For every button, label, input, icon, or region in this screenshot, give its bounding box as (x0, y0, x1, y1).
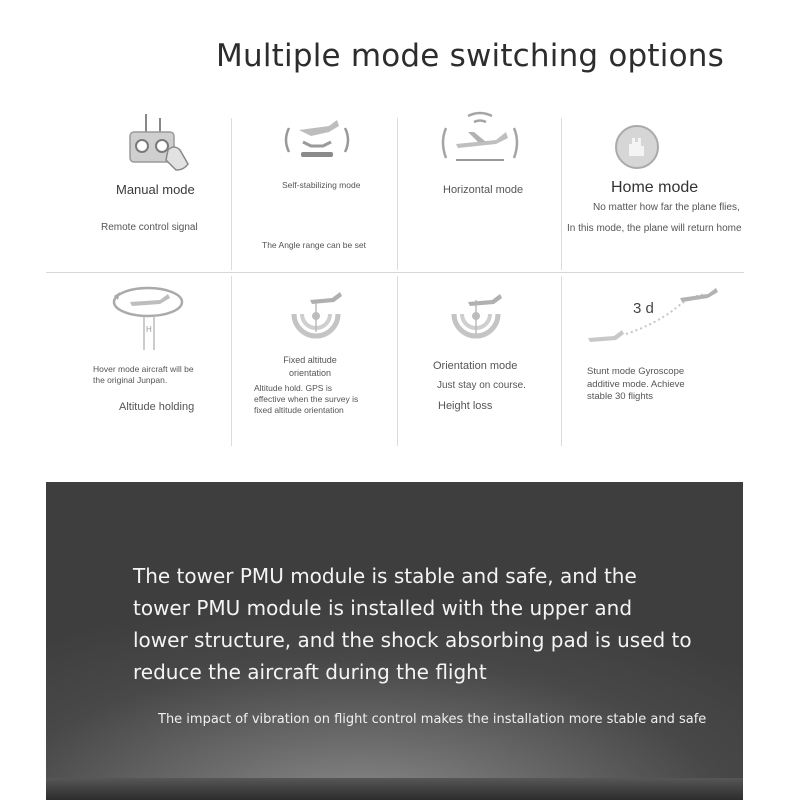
fixed-altitude-label-2: orientation (288, 368, 332, 378)
stunt-mode-desc: Stunt mode Gyroscope additive mode. Achieve stable 30 flights (587, 366, 685, 402)
grid-divider (397, 118, 398, 270)
plane-wrench-icon (281, 114, 353, 171)
plane-target-icon (284, 288, 350, 355)
manual-mode-desc: Remote control signal (101, 222, 198, 233)
grid-divider (231, 118, 232, 270)
plane-orientation-icon (444, 290, 510, 357)
altitude-holding-desc: Hover mode aircraft will be the original Junpan. (93, 364, 194, 385)
page-title: Multiple mode switching options (216, 38, 724, 74)
orientation-mode-label: Orientation mode (433, 360, 518, 372)
home-mode-desc-1: No matter how far the plane flies, (593, 202, 740, 213)
fixed-altitude-label-1: Fixed altitude (283, 355, 337, 365)
plane-hover-icon (108, 282, 188, 357)
pmu-panel-edge (46, 778, 743, 800)
stunt-planes-icon (582, 282, 722, 357)
pmu-main-text: The tower PMU module is stable and safe, and the tower PMU module is installed with the upper and lower structure, and the shock absorbing pad is used to reduce the aircraft during the flight (133, 564, 692, 684)
svg-text:H: H (146, 325, 152, 334)
grid-divider (561, 118, 562, 270)
self-stabilizing-label: Self-stabilizing mode (282, 180, 361, 190)
plane-level-icon (440, 110, 520, 177)
home-hand-icon (614, 124, 660, 175)
orientation-mode-desc: Just stay on course. (437, 380, 526, 391)
horizontal-mode-label: Horizontal mode (443, 184, 524, 196)
manual-mode-label: Manual mode (116, 182, 195, 197)
home-mode-desc-2: In this mode, the plane will return home (567, 223, 742, 234)
altitude-holding-label: Altitude holding (119, 401, 195, 413)
grid-divider (561, 276, 562, 446)
grid-divider (397, 276, 398, 446)
self-stabilizing-desc: The Angle range can be set (262, 240, 366, 250)
pmu-sub-text: The impact of vibration on flight control makes the installation more stable and safe (158, 712, 707, 727)
fixed-altitude-desc: Altitude hold. GPS is effective when the survey is fixed altitude orientation (254, 383, 359, 415)
home-mode-label: Home mode (611, 179, 699, 196)
remote-control-icon (124, 110, 194, 177)
grid-divider (231, 276, 232, 446)
stunt-3d-badge: 3 d (633, 300, 654, 317)
grid-divider-horizontal (46, 272, 744, 273)
orientation-mode-sub: Height loss (438, 400, 493, 412)
